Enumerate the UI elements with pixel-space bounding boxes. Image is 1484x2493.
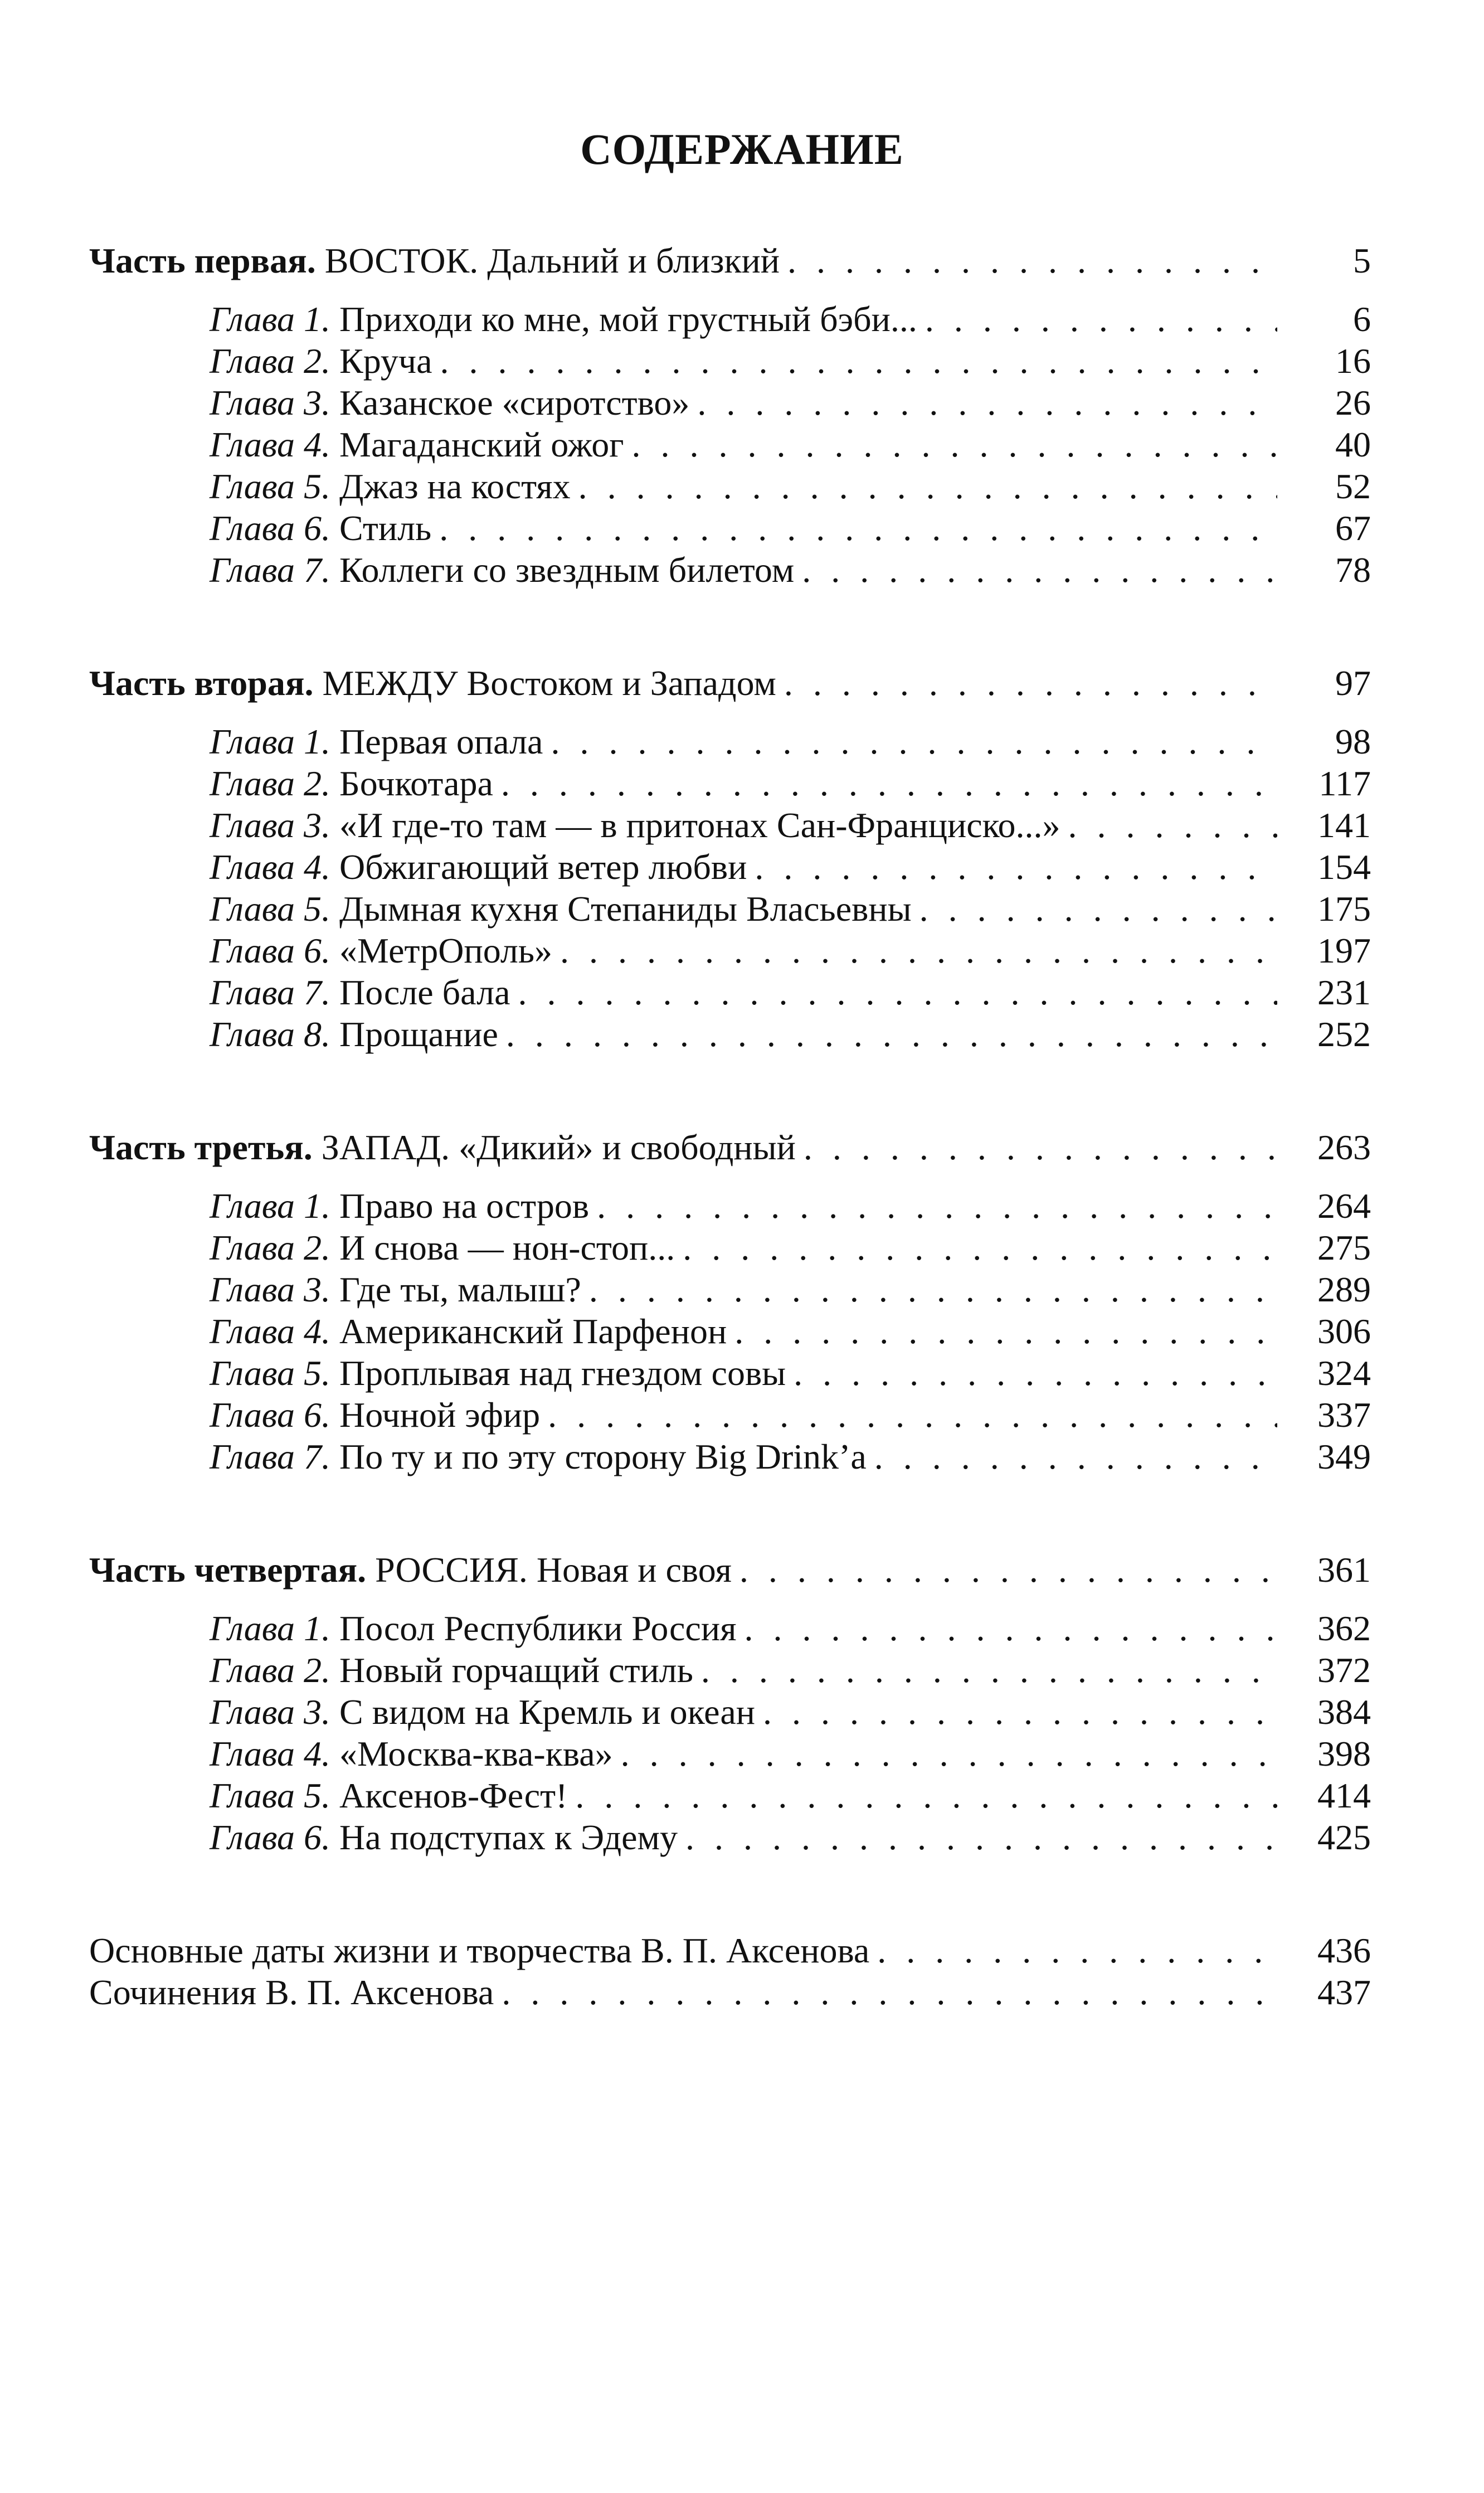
toc-chapter-entry <box>89 1013 1382 1055</box>
toc-section-part-4 <box>89 1549 1382 1858</box>
toc-chapter-entry <box>89 1310 1382 1352</box>
page-number: 263 <box>1317 1128 1371 1167</box>
chapter-title: И снова — нон-стоп... <box>339 1228 675 1267</box>
chapter-label: Глава 3. <box>210 805 331 845</box>
toc-part-entry <box>89 240 1382 281</box>
dot-leader <box>802 549 1277 591</box>
toc-part-entry <box>89 662 1382 704</box>
dot-leader <box>597 1185 1277 1227</box>
dot-leader <box>632 424 1278 465</box>
toc-chapter-entry <box>89 549 1382 591</box>
part-title: МЕЖДУ Востоком и Западом <box>322 663 776 703</box>
chapter-label: Глава 5. <box>210 1353 331 1393</box>
chapter-label: Глава 1. <box>210 722 331 761</box>
chapter-label: Глава 3. <box>210 1270 331 1309</box>
toc-chapter-entry <box>89 1816 1382 1858</box>
dot-leader <box>739 1549 1277 1591</box>
chapter-label: Глава 7. <box>210 973 331 1012</box>
toc-chapter-entry <box>89 1227 1382 1269</box>
chapter-title: Обжигающий ветер любви <box>339 847 747 887</box>
dot-leader <box>763 1691 1277 1733</box>
part-label: Часть четвертая. <box>89 1550 367 1590</box>
dot-leader <box>685 1816 1277 1858</box>
chapter-title: Ночной эфир <box>339 1395 541 1435</box>
chapter-title: Аксенов-Фест! <box>339 1776 568 1815</box>
toc-part-entry <box>89 1126 1382 1168</box>
toc-chapter-entry <box>89 1269 1382 1310</box>
chapter-title: На подступах к Эдему <box>339 1817 678 1857</box>
dot-leader <box>575 1775 1277 1816</box>
toc-chapter-entry <box>89 424 1382 465</box>
part-title: РОССИЯ. Новая и своя <box>375 1550 732 1590</box>
chapter-label: Глава 5. <box>210 1776 331 1815</box>
chapter-label: Глава 8. <box>210 1014 331 1054</box>
chapter-title: Право на остров <box>339 1186 590 1226</box>
dot-leader <box>439 507 1277 549</box>
dot-leader <box>804 1126 1277 1168</box>
page-number: 26 <box>1335 383 1371 422</box>
appendix-title: Основные даты жизни и творчества В. П. Аксенова <box>89 1931 870 1970</box>
chapter-title: Американский Парфенон <box>339 1311 727 1351</box>
page-number: 362 <box>1317 1608 1371 1648</box>
page-number: 289 <box>1317 1270 1371 1309</box>
dot-leader <box>784 662 1277 704</box>
toc-chapter-entry <box>89 1185 1382 1227</box>
part-label: Часть вторая. <box>89 663 314 703</box>
chapter-label: Глава 2. <box>210 1650 331 1690</box>
toc-chapter-entry <box>89 1352 1382 1394</box>
toc-chapter-entry <box>89 1436 1382 1478</box>
page-number: 361 <box>1317 1550 1371 1590</box>
dot-leader <box>734 1310 1277 1352</box>
part-title: ВОСТОК. Дальний и близкий <box>324 241 780 280</box>
toc-appendix <box>89 1930 1382 2013</box>
appendix-title: Сочинения В. П. Аксенова <box>89 1972 494 2012</box>
page-number: 384 <box>1317 1692 1371 1732</box>
dot-leader <box>578 465 1277 507</box>
toc-chapter-entry <box>89 1691 1382 1733</box>
dot-leader <box>874 1436 1277 1478</box>
chapter-title: Посол Республики Россия <box>339 1608 737 1648</box>
chapter-label: Глава 3. <box>210 1692 331 1732</box>
dot-leader <box>621 1733 1277 1775</box>
chapter-title: По ту и по эту сторону Big Drink’a <box>339 1437 867 1476</box>
page-number: 264 <box>1317 1186 1371 1226</box>
chapter-label: Глава 4. <box>210 1311 331 1351</box>
dot-leader <box>560 930 1277 971</box>
chapter-label: Глава 2. <box>210 1228 331 1267</box>
page-number: 372 <box>1317 1650 1371 1690</box>
chapter-label: Глава 7. <box>210 550 331 590</box>
chapter-title: Где ты, малыш? <box>339 1270 581 1309</box>
toc-chapter-entry <box>89 340 1382 382</box>
chapter-title: «МетрОполь» <box>339 931 552 970</box>
toc-chapter-entry <box>89 298 1382 340</box>
chapter-label: Глава 1. <box>210 1608 331 1648</box>
chapter-label: Глава 1. <box>210 1186 331 1226</box>
page-number: 52 <box>1335 466 1371 506</box>
chapter-title: Коллеги со звездным билетом <box>339 550 795 590</box>
chapter-label: Глава 6. <box>210 1817 331 1857</box>
chapter-label: Глава 2. <box>210 764 331 803</box>
dot-leader <box>548 1394 1277 1436</box>
chapter-label: Глава 5. <box>210 889 331 929</box>
page-number: 275 <box>1317 1228 1371 1267</box>
page-number: 398 <box>1317 1734 1371 1773</box>
chapter-title: С видом на Кремль и океан <box>339 1692 755 1732</box>
chapter-label: Глава 5. <box>210 466 331 506</box>
dot-leader <box>925 298 1277 340</box>
chapter-label: Глава 6. <box>210 931 331 970</box>
chapter-title: Магаданский ожог <box>339 425 624 464</box>
page-number: 436 <box>1317 1931 1371 1970</box>
toc-appendix-entry <box>89 1930 1382 1971</box>
toc-chapter-entry <box>89 1733 1382 1775</box>
chapter-label: Глава 6. <box>210 508 331 548</box>
toc-chapter-entry <box>89 804 1382 846</box>
chapter-label: Глава 4. <box>210 425 331 464</box>
chapter-title: Первая опала <box>339 722 543 761</box>
toc-part-entry <box>89 1549 1382 1591</box>
toc-section-part-1 <box>89 240 1382 591</box>
toc-chapter-entry <box>89 930 1382 971</box>
chapter-label: Глава 1. <box>210 299 331 339</box>
part-label: Часть первая. <box>89 241 316 280</box>
page-number: 414 <box>1317 1776 1371 1815</box>
dot-leader <box>745 1607 1278 1649</box>
toc-section-part-2 <box>89 662 1382 1055</box>
toc-chapter-entry <box>89 971 1382 1013</box>
part-title: ЗАПАД. «Дикий» и свободный <box>321 1128 796 1167</box>
table-of-contents <box>89 240 1382 2013</box>
chapter-title: Стиль <box>339 508 432 548</box>
chapter-label: Глава 4. <box>210 1734 331 1773</box>
toc-chapter-entry <box>89 1607 1382 1649</box>
chapter-title: Проплывая над гнездом совы <box>339 1353 786 1393</box>
chapter-label: Глава 4. <box>210 847 331 887</box>
chapter-title: Прощание <box>339 1014 498 1054</box>
dot-leader <box>787 240 1277 281</box>
dot-leader <box>1068 804 1278 846</box>
toc-chapter-entry <box>89 465 1382 507</box>
dot-leader <box>697 382 1277 424</box>
dot-leader <box>506 1013 1277 1055</box>
chapter-title: Джаз на костях <box>339 466 571 506</box>
dot-leader <box>502 1971 1277 2013</box>
page-number: 437 <box>1317 1972 1371 2012</box>
chapter-title: После бала <box>339 973 510 1012</box>
dot-leader <box>701 1649 1277 1691</box>
page-number: 98 <box>1335 722 1371 761</box>
page-number: 425 <box>1317 1817 1371 1857</box>
chapter-title: Новый горчащий стиль <box>339 1650 693 1690</box>
chapter-title: Бочкотара <box>339 764 493 803</box>
chapter-label: Глава 2. <box>210 341 331 381</box>
toc-chapter-entry <box>89 507 1382 549</box>
toc-chapter-entry <box>89 1649 1382 1691</box>
dot-leader <box>755 846 1277 888</box>
part-label: Часть третья. <box>89 1128 313 1167</box>
chapter-title: Приходи ко мне, мой грустный бэби... <box>339 299 917 339</box>
page-number: 306 <box>1317 1311 1371 1351</box>
dot-leader <box>501 762 1277 804</box>
toc-chapter-entry <box>89 1775 1382 1816</box>
chapter-title: «Москва-ква-ква» <box>339 1734 613 1773</box>
page-number: 197 <box>1317 931 1371 970</box>
dot-leader <box>551 721 1277 762</box>
dot-leader <box>683 1227 1277 1269</box>
dot-leader <box>589 1269 1277 1310</box>
dot-leader <box>518 971 1277 1013</box>
chapter-title: Дымная кухня Степаниды Власьевны <box>339 889 912 929</box>
toc-chapter-entry <box>89 1394 1382 1436</box>
page-number: 16 <box>1335 341 1371 381</box>
dot-leader <box>794 1352 1277 1394</box>
page-number: 6 <box>1353 299 1371 339</box>
page-number: 252 <box>1317 1014 1371 1054</box>
page-number: 154 <box>1317 847 1371 887</box>
toc-appendix-entry <box>89 1971 1382 2013</box>
toc-chapter-entry <box>89 846 1382 888</box>
chapter-title: Круча <box>339 341 432 381</box>
dot-leader <box>919 888 1277 930</box>
chapter-label: Глава 3. <box>210 383 331 422</box>
page-number: 337 <box>1317 1395 1371 1435</box>
chapter-label: Глава 6. <box>210 1395 331 1435</box>
page-number: 117 <box>1318 764 1371 803</box>
page-number: 5 <box>1353 241 1371 280</box>
dot-leader <box>877 1930 1277 1971</box>
page-number: 231 <box>1317 973 1371 1012</box>
page-title: СОДЕРЖАНИЕ <box>580 125 904 173</box>
chapter-title: «И где-то там — в притонах Сан-Франциско...» <box>339 805 1060 845</box>
page-number: 78 <box>1335 550 1371 590</box>
toc-chapter-entry <box>89 382 1382 424</box>
dot-leader <box>440 340 1277 382</box>
toc-section-part-3 <box>89 1126 1382 1478</box>
page-number: 349 <box>1317 1437 1371 1476</box>
toc-chapter-entry <box>89 888 1382 930</box>
chapter-title: Казанское «сиротство» <box>339 383 690 422</box>
toc-chapter-entry <box>89 721 1382 762</box>
page-number: 67 <box>1335 508 1371 548</box>
toc-chapter-entry <box>89 762 1382 804</box>
page-number: 175 <box>1317 889 1371 929</box>
page-number: 40 <box>1335 425 1371 464</box>
chapter-label: Глава 7. <box>210 1437 331 1476</box>
page-number: 97 <box>1335 663 1371 703</box>
page-number: 141 <box>1317 805 1371 845</box>
page-number: 324 <box>1317 1353 1371 1393</box>
